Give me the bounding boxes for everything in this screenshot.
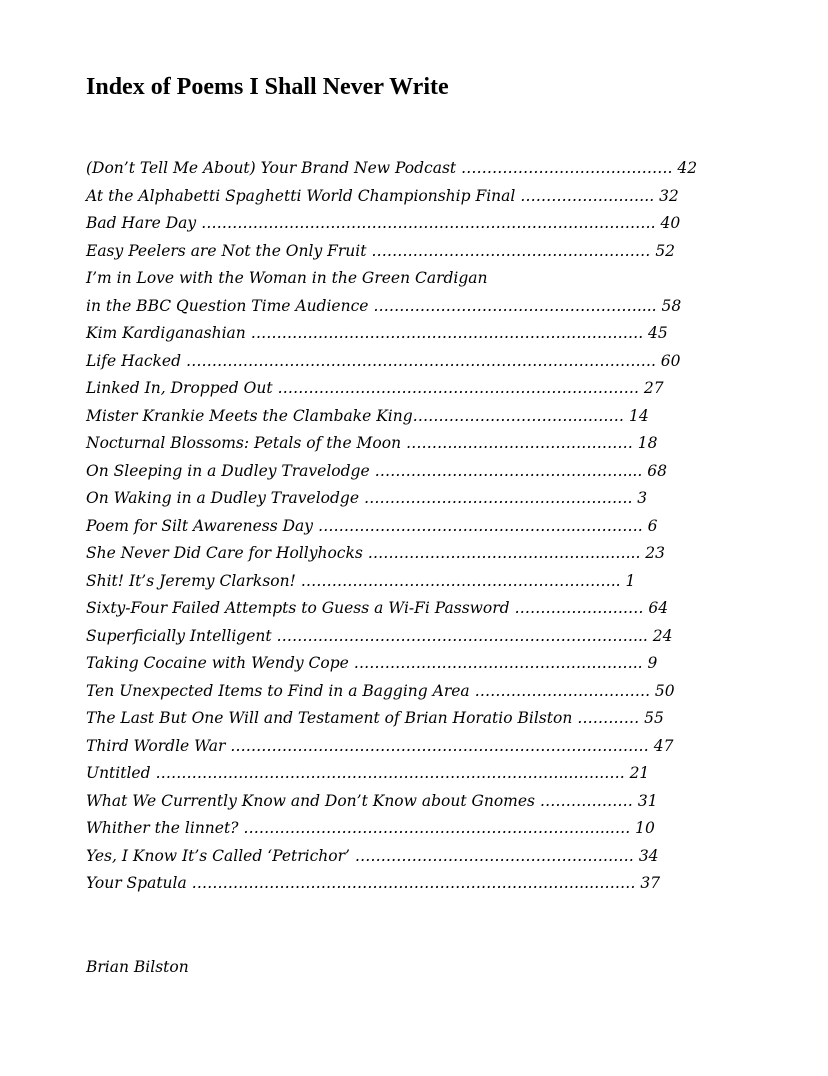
index-line: (Don’t Tell Me About) Your Brand New Podcast ……………….…………………. 42 [86, 159, 698, 177]
index-line: Easy Peelers are Not the Only Fruit ……………………………………………… 52 [86, 241, 676, 260]
index-line: Nocturnal Blossoms: Petals of the Moon ………..…………………………… 18 [86, 434, 658, 452]
index-line: Yes, I Know It’s Called ‘Petrichor’ ……………………………………………… 34 [86, 846, 659, 865]
index-line: Kim Kardiganashian …………………………………………………………………. 45 [86, 324, 668, 342]
index-line: Shit! It’s Jeremy Clarkson! …………………………………………………….. 1 [86, 571, 636, 590]
index-line: Third Wordle War ……………………………………………………………………… 47 [86, 736, 674, 755]
index-line: She Never Did Care for Hollyhocks ………………………………………..…... 23 [86, 544, 666, 562]
index-line: Taking Cocaine with Wendy Cope ……………………………………………….. 9 [86, 654, 658, 672]
index-line: Bad Hare Day ……………………………………………………………………………. 40 [86, 214, 681, 232]
index-line: Whither the linnet? ……………………………………………………………..…. 10 [86, 819, 655, 837]
index-line: What We Currently Know and Don’t Know about Gnomes ……………… 31 [86, 791, 658, 810]
author-signature: Brian Bilston [86, 958, 189, 976]
index-line: On Sleeping in a Dudley Travelodge ………………………………………….... 68 [86, 461, 667, 480]
index-line: Untitled ……………………………………………………………………..…….…. 21 [86, 764, 650, 782]
page-title: Index of Poems I Shall Never Write [86, 74, 449, 100]
index-line: I’m in Love with the Woman in the Green Cardigan [86, 269, 488, 287]
index-line: At the Alphabetti Spaghetti World Championship Final …………………….. 32 [86, 186, 679, 205]
index-line: The Last But One Will and Testament of Brian Horatio Bilston ………… 55 [86, 709, 664, 727]
index-line: Your Spatula …………………………………………………………………..……… 37 [86, 874, 661, 892]
index-line: Mister Krankie Meets the Clambake King…………….…………….……… 14 [86, 406, 649, 425]
index-line: Ten Unexpected Items to Find in a Bagging Area ……………………………. 50 [86, 681, 675, 700]
index-line: Linked In, Dropped Out ……………………………………………………………. 27 [86, 379, 664, 397]
index-line: in the BBC Question Time Audience …………………………………………….... 58 [86, 296, 682, 315]
poem-index-list [86, 155, 697, 898]
index-line: Life Hacked ………………………………………………………………………………. 60 [86, 351, 681, 370]
index-line: Sixty-Four Failed Attempts to Guess a Wi-Fi Password ………………….… 64 [86, 599, 669, 617]
index-line: On Waking in a Dudley Travelodge ……………………………………………. 3 [86, 489, 648, 507]
index-line: Poem for Silt Awareness Day …………………………………………..…………. 6 [86, 516, 658, 535]
index-line: Superficially Intelligent ……………………………………………………………... 24 [86, 626, 673, 645]
